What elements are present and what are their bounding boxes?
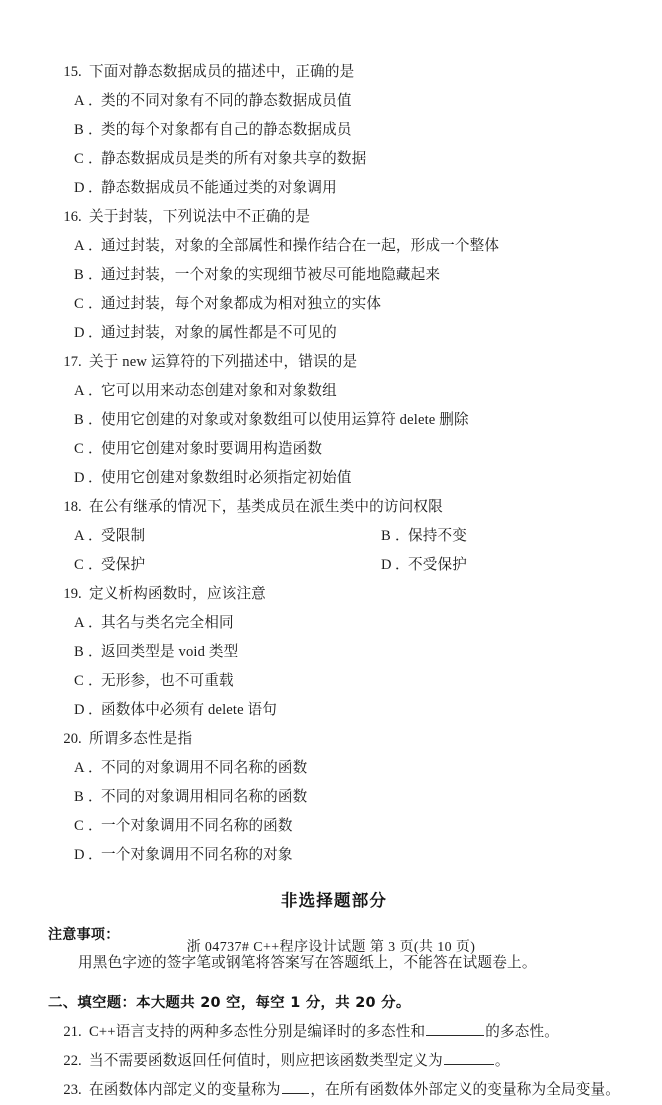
question-text-part2: 。 xyxy=(494,1053,510,1069)
option-text: 使用它创建的对象或对象数组可以使用运算符 delete 删除 xyxy=(101,412,469,428)
option-d[interactable] xyxy=(381,551,621,580)
section-heading-non-choice: 非选择题部分 xyxy=(280,891,388,910)
question-17 xyxy=(48,348,620,493)
option-row xyxy=(48,522,620,551)
option-dot: ． xyxy=(88,644,103,660)
option-c[interactable] xyxy=(48,667,620,696)
option-letter: D xyxy=(74,180,85,196)
option-b[interactable] xyxy=(48,406,620,435)
question-number-dot: . xyxy=(78,209,82,225)
question-stem xyxy=(48,203,620,232)
option-text: 通过封装，每个对象都成为相对独立的实体 xyxy=(101,296,382,312)
option-dot: ． xyxy=(88,151,103,167)
option-text: 通过封装，对象的全部属性和操作结合在一起，形成一个整体 xyxy=(101,238,500,254)
question-number: 16 xyxy=(63,209,78,225)
question-23 xyxy=(48,1076,620,1105)
option-text: 静态数据成员不能通过类的对象调用 xyxy=(101,180,337,196)
option-letter: A xyxy=(74,615,85,631)
question-text: 关于封装，下列说法中不正确的是 xyxy=(89,209,311,225)
option-text: 使用它创建对象数组时必须指定初始值 xyxy=(101,470,352,486)
option-text: 受保护 xyxy=(101,557,146,573)
question-number-dot: . xyxy=(78,731,82,747)
option-text: 函数体中必须有 delete 语句 xyxy=(101,702,278,718)
option-text: 不同的对象调用不同名称的函数 xyxy=(101,760,308,776)
question-stem xyxy=(48,348,620,377)
fill-in-blank-heading: 二、填空题：本大题共 20 空，每空 1 分，共 20 分。 xyxy=(48,995,411,1011)
option-b[interactable] xyxy=(48,261,620,290)
question-19 xyxy=(48,580,620,725)
option-a[interactable] xyxy=(48,232,620,261)
question-number-dot: . xyxy=(78,354,82,370)
question-text-part1: C++语言支持的两种多态性分别是编译时的多态性和 xyxy=(89,1024,426,1040)
question-text: 所谓多态性是指 xyxy=(89,731,193,747)
option-dot: ． xyxy=(88,441,103,457)
option-dot: ． xyxy=(395,557,410,573)
option-letter: C xyxy=(74,673,84,689)
question-22 xyxy=(48,1047,620,1076)
option-dot: ． xyxy=(88,818,103,834)
option-letter: A xyxy=(74,760,85,776)
option-dot: ． xyxy=(88,615,103,631)
option-letter: C xyxy=(74,818,84,834)
question-18 xyxy=(48,493,620,580)
question-number: 17 xyxy=(63,354,78,370)
option-c[interactable] xyxy=(48,290,620,319)
option-letter: D xyxy=(74,702,85,718)
question-number: 15 xyxy=(63,64,78,80)
option-letter: A xyxy=(74,528,85,544)
question-number-dot: . xyxy=(78,1053,82,1069)
option-d[interactable] xyxy=(48,841,620,870)
option-list xyxy=(48,522,620,580)
option-letter: C xyxy=(74,151,84,167)
question-stem xyxy=(48,725,620,754)
option-dot: ． xyxy=(88,325,103,341)
option-row xyxy=(48,551,620,580)
option-letter: A xyxy=(74,93,85,109)
option-dot: ． xyxy=(88,760,103,776)
option-letter: C xyxy=(74,441,84,457)
question-number: 22 xyxy=(63,1053,78,1069)
option-dot: ． xyxy=(88,267,103,283)
question-text: 下面对静态数据成员的描述中，正确的是 xyxy=(89,64,355,80)
question-15 xyxy=(48,58,620,203)
option-dot: ． xyxy=(88,470,103,486)
question-number: 19 xyxy=(63,586,78,602)
option-b[interactable] xyxy=(381,522,621,551)
option-a[interactable] xyxy=(48,609,620,638)
option-d[interactable] xyxy=(48,464,620,493)
notes-body: 用黑色字迹的签字笔或钢笔将答案写在答题纸上，不能答在试题卷上。 xyxy=(78,955,537,971)
question-text-part1: 当不需要函数返回任何值时，则应把该函数类型定义为 xyxy=(89,1053,443,1069)
option-text: 它可以用来动态创建对象和对象数组 xyxy=(101,383,337,399)
question-stem xyxy=(48,58,620,87)
option-text: 无形参，也不可重载 xyxy=(101,673,234,689)
option-dot: ． xyxy=(88,673,103,689)
option-text: 静态数据成员是类的所有对象共享的数据 xyxy=(101,151,367,167)
option-letter: B xyxy=(74,644,84,660)
option-a[interactable] xyxy=(48,377,620,406)
option-letter: B xyxy=(74,789,84,805)
option-a[interactable] xyxy=(48,87,620,116)
option-dot: ． xyxy=(88,789,103,805)
option-b[interactable] xyxy=(48,116,620,145)
option-b[interactable] xyxy=(48,783,620,812)
question-number-dot: . xyxy=(78,1082,82,1098)
answer-blank[interactable] xyxy=(282,1080,310,1094)
question-text-part2: ，在所有函数体外部定义的变量称为全局变量。 xyxy=(310,1082,620,1098)
option-list xyxy=(48,87,620,203)
question-21 xyxy=(48,1018,620,1047)
option-text: 受限制 xyxy=(101,528,146,544)
option-text: 通过封装，对象的属性都是不可见的 xyxy=(101,325,337,341)
option-dot: ． xyxy=(88,296,103,312)
question-stem xyxy=(48,580,620,609)
option-dot: ． xyxy=(88,702,103,718)
option-text: 使用它创建对象时要调用构造函数 xyxy=(101,441,323,457)
option-d[interactable] xyxy=(48,696,620,725)
option-b[interactable] xyxy=(48,638,620,667)
option-letter: C xyxy=(74,557,84,573)
option-dot: ． xyxy=(88,122,103,138)
question-text: 在公有继承的情况下，基类成员在派生类中的访问权限 xyxy=(89,499,443,515)
notes-title: 注意事项： xyxy=(48,927,120,943)
option-dot: ． xyxy=(88,93,103,109)
option-text: 通过封装，一个对象的实现细节被尽可能地隐藏起来 xyxy=(101,267,441,283)
option-letter: A xyxy=(74,238,85,254)
option-a[interactable] xyxy=(48,522,381,551)
option-dot: ． xyxy=(88,180,103,196)
question-number: 23 xyxy=(63,1082,78,1098)
option-dot: ． xyxy=(88,383,103,399)
option-letter: A xyxy=(74,383,85,399)
option-list xyxy=(48,232,620,348)
option-a[interactable] xyxy=(48,754,620,783)
option-text: 保持不变 xyxy=(408,528,467,544)
option-list xyxy=(48,609,620,725)
question-text-part2: 的多态性。 xyxy=(485,1024,559,1040)
question-number-dot: . xyxy=(78,1024,82,1040)
option-letter: B xyxy=(74,267,84,283)
question-text-part1: 在函数体内部定义的变量称为 xyxy=(89,1082,281,1098)
option-list xyxy=(48,377,620,493)
option-text: 一个对象调用不同名称的函数 xyxy=(101,818,293,834)
option-dot: ． xyxy=(88,847,103,863)
option-text: 其名与类名完全相同 xyxy=(101,615,234,631)
option-dot: ． xyxy=(88,557,103,573)
question-stem xyxy=(48,493,620,522)
option-letter: D xyxy=(381,557,392,573)
question-number-dot: . xyxy=(78,64,82,80)
option-d[interactable] xyxy=(48,319,620,348)
option-letter: C xyxy=(74,296,84,312)
option-letter: D xyxy=(74,470,85,486)
question-number: 18 xyxy=(63,499,78,515)
option-letter: D xyxy=(74,325,85,341)
option-dot: ． xyxy=(88,238,103,254)
question-number: 20 xyxy=(63,731,78,747)
option-c[interactable] xyxy=(48,812,620,841)
question-number-dot: . xyxy=(78,586,82,602)
option-c[interactable] xyxy=(48,145,620,174)
option-letter: B xyxy=(381,528,391,544)
option-c[interactable] xyxy=(48,435,620,464)
option-dot: ． xyxy=(395,528,410,544)
option-text: 不同的对象调用相同名称的函数 xyxy=(101,789,308,805)
option-list xyxy=(48,754,620,870)
question-20 xyxy=(48,725,620,870)
answer-blank[interactable] xyxy=(426,1022,484,1036)
option-dot: ． xyxy=(88,528,103,544)
question-text: 关于 new 运算符的下列描述中，错误的是 xyxy=(89,354,358,370)
option-letter: B xyxy=(74,122,84,138)
option-text: 返回类型是 void 类型 xyxy=(101,644,239,660)
answer-blank[interactable] xyxy=(444,1051,494,1065)
question-16 xyxy=(48,203,620,348)
question-number: 21 xyxy=(63,1024,78,1040)
option-c[interactable] xyxy=(48,551,381,580)
option-text: 类的不同对象有不同的静态数据成员值 xyxy=(101,93,352,109)
option-d[interactable] xyxy=(48,174,620,203)
option-letter: B xyxy=(74,412,84,428)
question-text: 定义析构函数时，应该注意 xyxy=(89,586,266,602)
option-text: 类的每个对象都有自己的静态数据成员 xyxy=(101,122,352,138)
question-number-dot: . xyxy=(78,499,82,515)
option-dot: ． xyxy=(88,412,103,428)
option-text: 不受保护 xyxy=(408,557,467,573)
page-footer: 浙 04737# C++程序设计试题 第 3 页(共 10 页) xyxy=(186,940,476,955)
option-letter: D xyxy=(74,847,85,863)
option-text: 一个对象调用不同名称的对象 xyxy=(101,847,293,863)
